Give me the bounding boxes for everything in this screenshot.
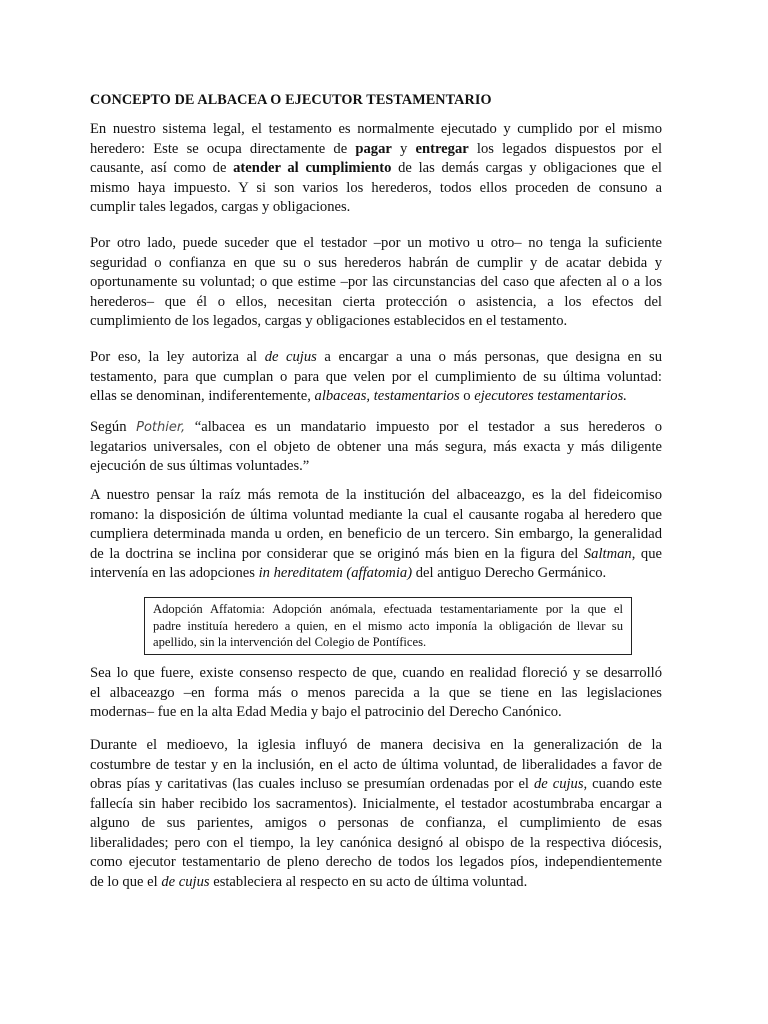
text-run: , cuando este — [583, 776, 662, 792]
text-line — [90, 438, 662, 458]
text-run: fallecía sin haber recibido los sacramentos). Inicialmente, el testador acostumbraba encargar a — [90, 795, 662, 812]
text-run: o — [459, 388, 475, 404]
text-line — [90, 457, 662, 477]
italic-emphasis: in hereditatem (affatomia) — [258, 565, 413, 581]
text-line — [90, 273, 662, 293]
text-line — [90, 545, 662, 565]
text-run: obras pías y caritativas (las cuales incluso se presumían ordenadas por el — [90, 776, 534, 792]
text-run: de la doctrina se inclina por considerar que se originó más bien en la figura del — [90, 545, 584, 562]
bold-emphasis: entregar — [415, 140, 469, 157]
text-run: a encargar a una o más personas, que designa en su — [316, 349, 663, 365]
text-run: como ejecutor testamentario de pleno derecho de todos los legados píos, independientemente — [90, 854, 662, 870]
italic-emphasis: de cujus — [533, 776, 584, 792]
text-run: romano: la disposición de última voluntad mediante la cual el causante rogaba al heredero que — [90, 506, 662, 523]
text-run: testamento, para que cumplan o para que velen por el cumplimiento de su última voluntad: — [90, 368, 662, 385]
text-line — [90, 775, 662, 795]
text-line — [90, 486, 662, 506]
text-run: Sea lo que fuere, existe consenso respecto de que, cuando en realidad floreció y se desarrolló — [90, 665, 662, 681]
paragraph-5 — [90, 486, 662, 584]
text-line — [90, 312, 662, 332]
text-line — [90, 873, 662, 893]
text-line — [90, 564, 662, 584]
text-line — [90, 159, 662, 179]
paragraph-2 — [90, 234, 662, 332]
bold-emphasis: pagar — [355, 140, 392, 157]
text-line — [90, 834, 662, 854]
paragraph-4 — [90, 418, 662, 477]
author-name: Pothier, — [136, 420, 186, 435]
text-run: liberalidades; pero con el tiempo, la ley canónica designó al obispo de la respectiva diócesis, — [90, 834, 662, 851]
text-run: En nuestro sistema legal, el testamento es normalmente ejecutado y cumplido por el mismo — [90, 121, 662, 137]
text-line — [90, 525, 662, 545]
text-line — [90, 736, 662, 756]
text-run: mismo haya impuesto. Y si son varios los herederos, todos ellos proceden de consuno a — [90, 179, 662, 196]
text-line — [90, 814, 662, 834]
text-run: Durante el medioevo, la iglesia influyó de manera decisiva en la generalización de la — [90, 737, 662, 753]
text-line — [90, 234, 662, 254]
paragraph-1 — [90, 120, 662, 218]
text-run: seguridad o confianza en que su o sus herederos habrán de cumplir y de acatar debida y — [90, 254, 662, 271]
text-run: modernas– fue en la alta Edad Media y bajo el patrocinio del Derecho Canónico. — [90, 704, 562, 720]
text-line — [90, 387, 662, 407]
text-line — [90, 198, 662, 218]
footnote-box — [144, 597, 632, 655]
text-run: heredero: Este se ocupa directamente de — [90, 140, 356, 157]
text-run: cumpliera determinada manda u orden, en beneficio de un tercero. Sin embargo, la generalidad — [90, 526, 662, 542]
note-line: Adopción Affatomia: Adopción anómala, efectuada testamentariamente por la que el — [153, 602, 623, 616]
text-run: estableciera al respecto en su acto de última voluntad. — [209, 873, 528, 890]
bold-emphasis: atender al cumplimiento — [233, 160, 392, 176]
text-line — [90, 140, 662, 160]
text-run: ejecución de sus últimas voluntades.” — [90, 458, 310, 474]
document-title: CONCEPTO DE ALBACEA O EJECUTOR TESTAMENTARIO — [90, 92, 492, 108]
text-run: cumplimiento de los legados, cargas y obligaciones establecidos en el testamento. — [90, 313, 568, 329]
text-line — [90, 418, 662, 438]
text-run: el albaceazgo –en forma más o menos parecida a la que se tiene en las legislaciones — [90, 684, 662, 701]
text-line — [90, 348, 662, 368]
text-line — [90, 756, 662, 776]
text-run: Por eso, la ley autoriza al — [90, 349, 265, 365]
text-run: ellas se denominan, indiferentemente, — [90, 388, 315, 404]
text-line — [90, 120, 662, 140]
text-run: causante, así como de — [90, 160, 234, 176]
text-run: alguno de sus parientes, amigos o personas de confianza, el cumplimiento de esas — [90, 815, 662, 831]
text-line — [90, 703, 662, 723]
text-run: “albacea es un mandatario impuesto por el testador a sus herederos o — [185, 419, 662, 435]
text-line — [90, 684, 662, 704]
text-run: Por otro lado, puede suceder que el testador –por un motivo u otro– no tenga la suficiente — [90, 235, 662, 251]
text-line — [90, 664, 662, 684]
italic-emphasis: albaceas, testamentarios — [314, 388, 460, 404]
text-run: intervenía en las adopciones — [90, 565, 259, 581]
text-line — [90, 853, 662, 873]
text-run: de lo que el — [90, 873, 162, 890]
text-run: oportunamente su voluntad; o que estime –por las circunstancias del caso que afecten al o a los — [90, 274, 662, 290]
text-line — [90, 795, 662, 815]
text-run: del antiguo Derecho Germánico. — [412, 565, 607, 581]
text-line — [90, 368, 662, 388]
text-run: , que — [631, 545, 662, 562]
text-run: herederos– que él o ellos, necesitan cierta protección o asistencia, a los efectos del — [90, 293, 662, 310]
note-line: apellido, sin la intervención del Colegio de Pontífices. — [153, 635, 427, 649]
text-run: legatarios universales, con el objeto de obtener una más segura, más exacta y más diligente — [90, 438, 662, 455]
text-run: y — [391, 140, 416, 157]
text-line — [90, 179, 662, 199]
note-line: padre instituía heredero a quien, en el mismo acto imponía la obligación de llevar su — [153, 618, 623, 633]
paragraph-6 — [90, 664, 662, 723]
italic-emphasis: de cujus — [264, 349, 317, 365]
italic-emphasis: de cujus — [161, 873, 210, 890]
text-line — [90, 506, 662, 526]
text-run: costumbre de testar y en la inclusión, en el acto de última voluntad, de liberalidades a favor de — [90, 756, 662, 773]
text-run: Según — [90, 419, 137, 435]
text-run: cumplir tales legados, cargas y obligaciones. — [90, 199, 351, 215]
text-line — [90, 254, 662, 274]
paragraph-3 — [90, 348, 662, 407]
text-run: de las demás cargas y obligaciones que el — [391, 160, 662, 176]
italic-emphasis: Saltman — [583, 545, 632, 562]
text-run: los legados dispuestos por el — [468, 140, 662, 157]
paragraph-7 — [90, 736, 662, 892]
italic-emphasis: ejecutores testamentarios. — [474, 388, 627, 404]
text-run: A nuestro pensar la raíz más remota de la institución del albaceazgo, es la del fideicomiso — [90, 487, 662, 503]
text-line — [90, 293, 662, 313]
